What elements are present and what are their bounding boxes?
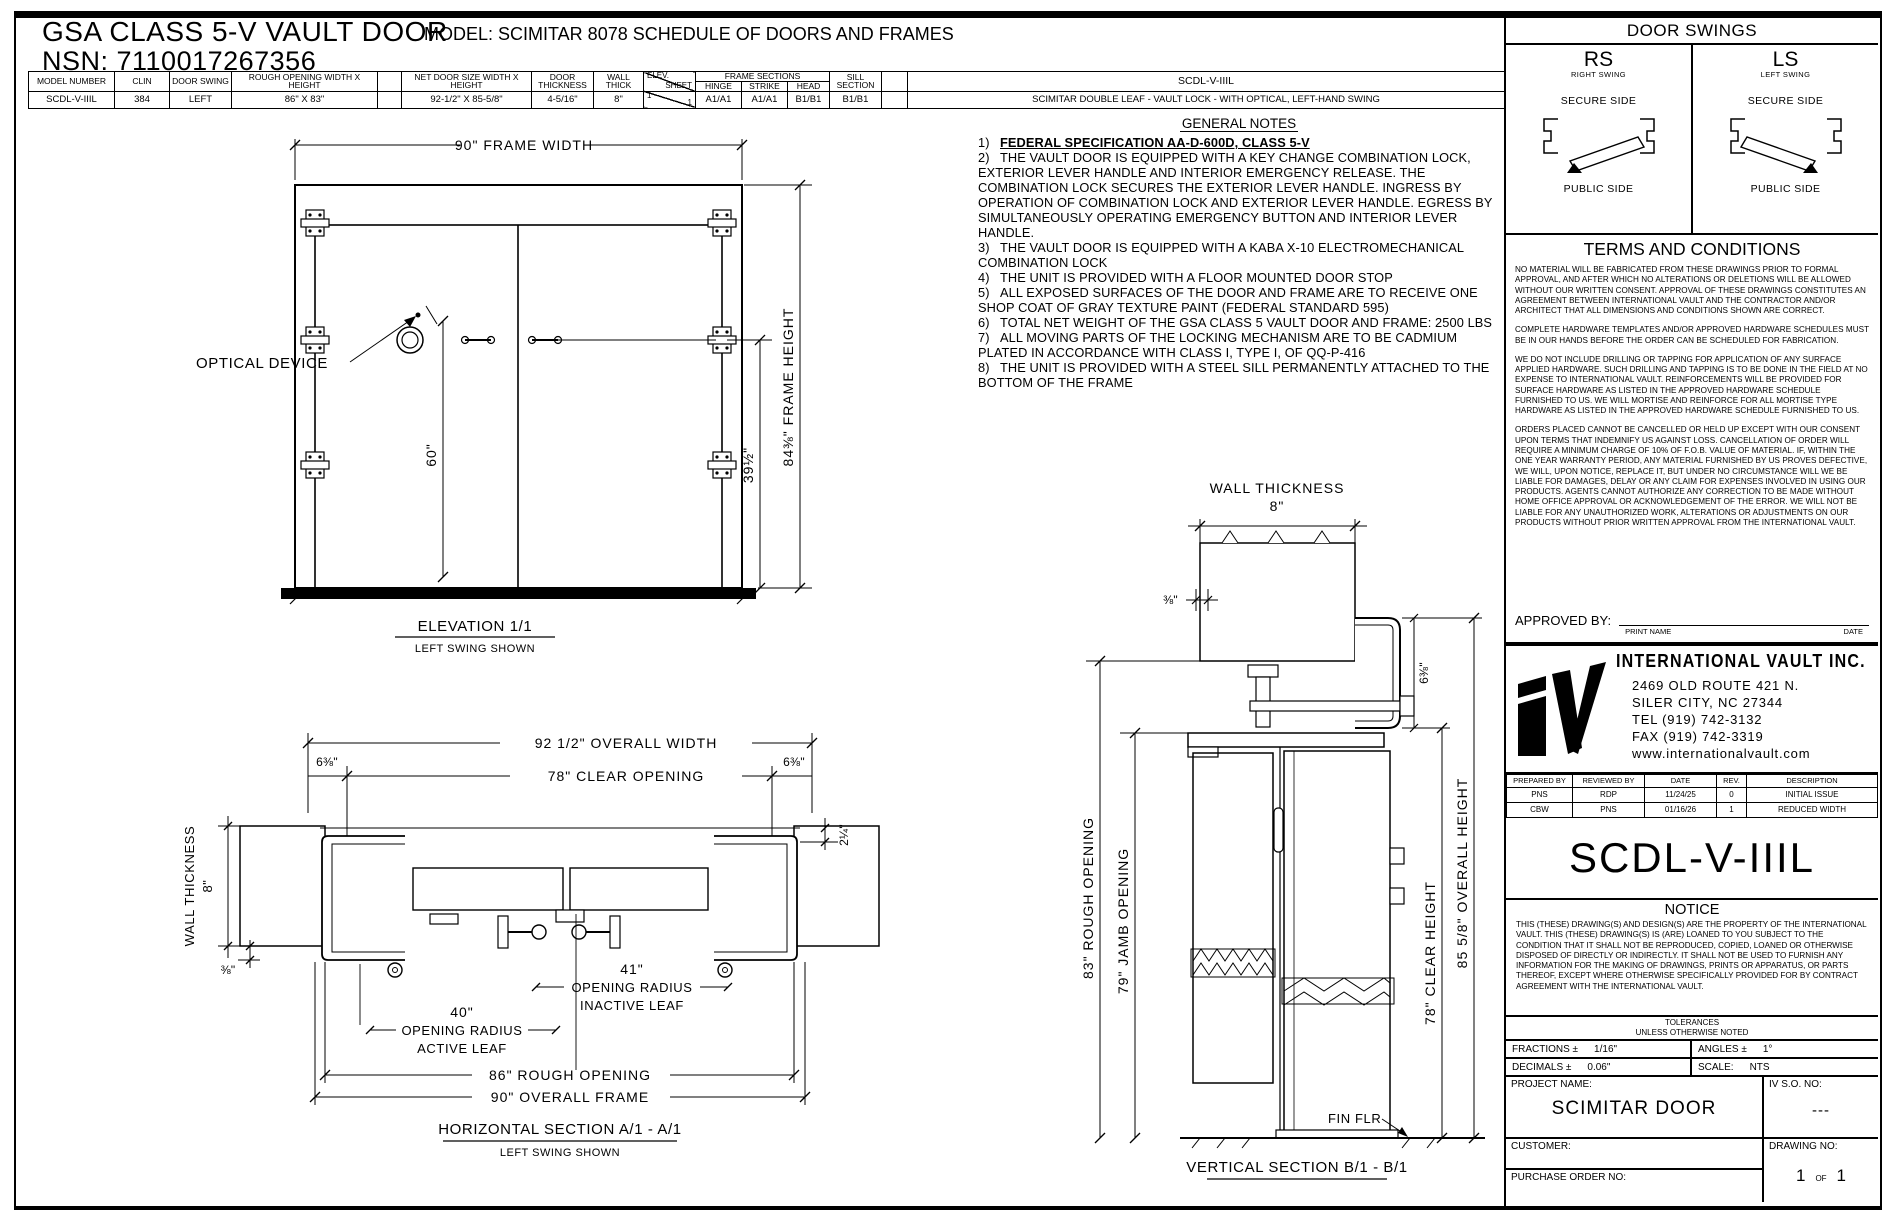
col-spacer-1	[378, 72, 402, 92]
dim-jamb-opening: 79" JAMB OPENING	[1115, 847, 1131, 995]
sheet-number: 1	[1795, 1166, 1806, 1185]
purchase-order-cell: PURCHASE ORDER NO:	[1511, 1172, 1627, 1183]
revision-table	[1506, 774, 1878, 818]
rs-secure-side: SECURE SIDE	[1560, 95, 1637, 107]
cell-strike: A1/A1	[742, 91, 788, 108]
cell-rough-opening: 86" X 83"	[232, 91, 378, 108]
horizontal-section-drawing	[180, 718, 990, 1190]
optical-device-label: OPTICAL DEVICE	[196, 355, 329, 372]
print-name-label: PRINT NAME	[1625, 627, 1672, 636]
col-sill-section: SILL SECTION	[830, 72, 882, 92]
combination-dial	[397, 327, 423, 353]
dim-wall-thickness-label: WALL THICKNESS	[182, 825, 197, 947]
door-leaf-section	[1284, 751, 1390, 1138]
table-row	[29, 91, 1505, 108]
col-elev-sheet: ELEV. SHEET	[644, 72, 696, 92]
ls-public-side: PUBLIC SIDE	[1750, 183, 1821, 195]
dim-clear-height: 78" CLEAR HEIGHT	[1422, 881, 1438, 1025]
right-swing-icon	[1524, 109, 1674, 181]
rev-col-prepared: PREPARED BY	[1507, 775, 1573, 788]
dim-astragal: 2¼"	[837, 824, 851, 846]
customer-cell: CUSTOMER:	[1506, 1139, 1762, 1170]
project-name-value: SCIMITAR DOOR	[1551, 1098, 1717, 1119]
ls-label: LEFT SWING	[1760, 70, 1811, 79]
company-fax: FAX (919) 742-3319	[1632, 728, 1764, 744]
cell-door-swing: LEFT	[170, 91, 232, 108]
note-5: 5) ALL EXPOSED SURFACES OF THE DOOR AND FRAME ARE TO RECEIVE ONE SHOP COAT OF GRAY TEXTURE PAINT (FEDERAL STANDARD 595)	[978, 284, 1478, 315]
date-label: DATE	[1843, 627, 1863, 636]
company-address-2: SILER CITY, NC 27344	[1632, 694, 1783, 710]
company-name: INTERNATIONAL VAULT INC.	[1616, 652, 1866, 672]
col-head: HEAD	[788, 81, 830, 91]
note-2: 2) THE VAULT DOOR IS EQUIPPED WITH A KEY CHANGE COMBINATION LOCK, EXTERIOR LEVER HANDLE AND INTERIOR EMERGENCY RELEASE. THE COMBINATION LOCK SECURES THE EXTERIOR LEVER HANDLE. INGRESS BY OPERATION OF COMBINATION LOCK AND EXTERIOR LEVER HANDLE. EGRESS BY SIMULTANEOUSLY OPERATING EMERGENCY BUTTON AND INTERIOR LEVER HANDLE.	[978, 149, 1493, 240]
wall-section-upper	[1200, 543, 1355, 661]
terms-paragraph: ORDERS PLACED CANNOT BE CANCELLED OR HELD UP EXCEPT WITH OUR CONSENT UPON TERMS THAT INDEMNIFY US AGAINST LOSS. CANCELLATION OF ORDER WILL REQUIRE A MINIMUM CHARGE OF 10% OF F.O.B. VALUE OF MATERIAL. IF, WITHIN THE ONE YEAR WARRANTY PERIOD, ANY MATERIAL FURNISHED BY US PROVES DEFECTIVE, WE WILL, UPON NOTICE, REPLACE IT, BUT UNDER NO CIRCUMSTANCE WILL WE BE LIABLE FOR DAMAGES, DELAY OR ANY CLAIM FOR EXPENSES INVOLVED IN USING OUR PRODUCTS. AGENTS CANNOT AUTHORIZE ANY CORRECTION TO BE MADE WITHOUT HOME OFFICE APPROVAL OR ACKNOWLEDGEMENT OF THE ERROR. WE WILL NOT BE LIABLE FOR ANY UNAUTHORIZED WORK, ALTERATIONS OR ADJUSTMENTS ON OUR PRODUCTS WITHOUT PRIOR WRITTEN APPROVAL FROM THE INTERNATIONAL VAULT.	[1515, 425, 1868, 527]
so-number-cell: IV S.O. NO: ---	[1764, 1077, 1878, 1139]
terms-title: TERMS AND CONDITIONS	[1583, 239, 1801, 259]
terms-paragraph: WE DO NOT INCLUDE DRILLING OR TAPPING FOR APPLICATION OF ANY SURFACE APPLIED HARDWARE. SUCH DRILLING AND TAPPING IS TO BE DONE IN THE FIELD AT NO EXPENSE TO INTERNATIONAL VAULT. REINFORCEMENTS WILL BE PROVIDED FOR SURFACE HARDWARE AS LISTED IN THE APPROVED HARDWARE SCHEDULE FURNISHED TO US. WE WILL MORTISE AND REINFORCE FOR ALL MORTISE TYPE HARDWARE AS LISTED IN THE APPROVED HARDWARE SCHEDULE FURNISHED TO US.	[1515, 354, 1868, 416]
cell-clin: 384	[115, 91, 170, 108]
approved-by-label: APPROVED BY:	[1515, 613, 1612, 628]
vertical-section-drawing	[950, 393, 1510, 1185]
svg-text:OPENING RADIUS: OPENING RADIUS	[571, 980, 693, 995]
dim-flange: ⅜"	[1163, 593, 1178, 607]
vertical-section-title: VERTICAL SECTION B/1 - B/1	[1186, 1159, 1408, 1176]
company-block	[1506, 644, 1878, 774]
col-door-thickness: DOOR THICKNESS	[532, 72, 594, 92]
dim-39-half: 39½"	[740, 446, 756, 484]
door-schedule-table	[28, 71, 1505, 109]
dim-r40: 40"	[450, 1004, 474, 1020]
wall-section-left	[240, 826, 325, 946]
terms-and-conditions	[1506, 235, 1878, 644]
dim-clear-opening: 78" CLEAR OPENING	[547, 768, 705, 784]
horizontal-section-subtitle: LEFT SWING SHOWN	[499, 1147, 621, 1159]
notice-title: NOTICE	[1664, 902, 1720, 918]
cell-door-thickness: 4-5/16"	[532, 91, 594, 108]
door-leaf-active-section	[413, 868, 563, 910]
general-notes-title: GENERAL NOTES	[1181, 116, 1297, 131]
tolerance-row-fractions: F​RACTIONS ± 1/16" ANGLES ± 1°	[1506, 1039, 1878, 1057]
company-logo-icon	[1512, 652, 1608, 760]
project-name-cell: PROJECT NAME: SCIMITAR DOOR	[1506, 1077, 1762, 1139]
note-3: 3) THE VAULT DOOR IS EQUIPPED WITH A KABA X-10 ELECTROMECHANICAL COMBINATION LOCK	[978, 239, 1464, 270]
note-4: 4) THE UNIT IS PROVIDED WITH A FLOOR MOUNTED DOOR STOP	[978, 269, 1393, 285]
col-wall-thick: WALL THICK	[594, 72, 644, 92]
col-description: SCDL-V-IIIL	[908, 72, 1505, 92]
col-frame-sections: FRAME SECTIONS	[696, 72, 830, 82]
rev-col-date: DATE	[1645, 775, 1717, 788]
horizontal-section-title: HORIZONTAL SECTION A/1 - A/1	[438, 1121, 682, 1138]
page-title: GSA CLASS 5-V VAULT DOOR	[42, 16, 448, 47]
cell-head: B1/B1	[788, 91, 830, 108]
notice-block	[1506, 900, 1878, 1017]
so-number-value: ---	[1812, 1102, 1830, 1119]
company-address-1: 2469 OLD ROUTE 421 N.	[1632, 678, 1800, 693]
rs-public-side: PUBLIC SIDE	[1563, 183, 1634, 195]
fin-flr-label: FIN FLR	[1328, 1111, 1382, 1126]
rev-col-rev: REV.	[1717, 775, 1747, 788]
revision-row: CBW PNS 01/16/26 1 REDUCED WIDTH	[1507, 803, 1878, 818]
col-clin: CLIN	[115, 72, 170, 92]
elevation-subtitle: LEFT SWING SHOWN	[414, 643, 536, 655]
cell-wall-thick: 8"	[594, 91, 644, 108]
dim-jamb-right: 6⅜"	[783, 755, 805, 769]
ls-secure-side: SECURE SIDE	[1747, 95, 1824, 107]
col-rough-opening: ROUGH OPENING WIDTH X HEIGHT	[232, 72, 378, 92]
col-door-swing: DOOR SWING	[170, 72, 232, 92]
dim-overall-width: 92 1/2" OVERALL WIDTH	[534, 735, 718, 751]
col-spacer-2	[882, 72, 908, 92]
cell-elev-sheet: 1 1	[644, 91, 696, 108]
rev-col-description: DESCRIPTION	[1747, 775, 1878, 788]
dim-r41: 41"	[620, 961, 644, 977]
approved-by-row	[1515, 613, 1869, 636]
left-swing-icon	[1711, 109, 1861, 181]
rs-label: RIGHT SWING	[1570, 70, 1627, 79]
cell-net-door-size: 92-1/2" X 85-5/8"	[402, 91, 532, 108]
cell-sill-section: B1/B1	[830, 91, 882, 108]
cell-model-number: SCDL-V-IIIL	[29, 91, 115, 108]
terms-paragraph: COMPLETE HARDWARE TEMPLATES AND/OR APPROVED HARDWARE SCHEDULES MUST BE IN OUR HANDS BEFORE THE ORDER CAN BE SCHEDULED FOR FABRICATION.	[1515, 325, 1869, 345]
tolerance-row-decimals: DECIMALS ± 0.06" SCALE: NTS	[1506, 1057, 1878, 1075]
svg-text:ACTIVE LEAF: ACTIVE LEAF	[417, 1041, 507, 1056]
dim-jamb-left: 6⅜"	[316, 755, 338, 769]
door-swings-title: DOOR SWINGS	[1506, 18, 1878, 45]
ls-code: LS	[1772, 48, 1799, 71]
note-6: 6) TOTAL NET WEIGHT OF THE GSA CLASS 5 VAULT DOOR AND FRAME: 2500 LBS	[978, 314, 1493, 330]
company-website: www.internationalvault.com	[1632, 745, 1811, 761]
general-notes	[978, 116, 1500, 390]
note-1: 1) FEDERAL SPECIFICATION AA-D-600D, CLASS 5-V	[978, 135, 1310, 150]
notice-body: THIS (THESE) DRAWING(S) AND DESIGN(S) ARE THE PROPERTY OF THE INTERNATIONAL VAULT. THIS (THESE) DRAWING(S) IS (ARE) LOANED TO YOU SUBJECT TO THE CONDITION THAT IT SHALL NOT BE REPRODUCED, COPIED, LOANED OR OTHERWISE DISPOSED OF DIRECTLY OR INDIRECTLY. IT SHALL NOT BE USED TO FURNISH ANY INFORMATION FOR THE MAKING OF DRAWINGS, PRINTS OR APPARATUS, OR PARTS THEREOF, EXCEPT WHERE OTHERWISE SPECIFICALLY PROVIDED FOR BY CONTRACT AGREEMENT WITH THE INTERNATIONAL VAULT.	[1516, 920, 1867, 991]
left-swing-diagram	[1691, 45, 1878, 233]
dim-60: 60"	[423, 443, 439, 467]
dim-head: 6⅜"	[1417, 662, 1431, 684]
model-line: MODEL: SCIMITAR 8078 SCHEDULE OF DOORS AND FRAMES	[424, 24, 954, 44]
right-swing-diagram	[1506, 45, 1691, 233]
tolerances-header: TOLERANCES UNLESS OTHERWISE NOTED	[1635, 1018, 1749, 1038]
col-net-door-size: NET DOOR SIZE WIDTH X HEIGHT	[402, 72, 532, 92]
dim-overall-height: 85 5/8" OVERALL HEIGHT	[1454, 777, 1470, 969]
terms-paragraph: NO MATERIAL WILL BE FABRICATED FROM THESE DRAWINGS PRIOR TO FORMAL APPROVAL, AND AFTER WHICH NO ALTERATIONS OR DELETIONS WILL BE ALLOWED WITHOUT OUR WRITTEN CONSENT. APPROVAL OF THESE DRAWINGS CONSTITUTES AN AGREEMENT BETWEEN INTERNATIONAL VAULT AND THE CONTRACTOR AND/OR ARCHITECT THAT ALL DIMENSIONS AND CONDITIONS SHOWN ARE CORRECT.	[1515, 265, 1866, 316]
dim-rough-opening: 83" ROUGH OPENING	[1080, 817, 1096, 979]
title-block-panel	[1504, 18, 1878, 1206]
nsn-number: NSN: 7110017267356	[42, 46, 317, 76]
dim-wall-thickness-label: WALL THICKNESS	[1209, 480, 1345, 496]
cell-description: SCIMITAR DOUBLE LEAF - VAULT LOCK - WITH OPTICAL, LEFT-HAND SWING	[908, 91, 1505, 108]
project-info-grid	[1506, 1075, 1878, 1202]
revision-row: PNS RDP 11/24/25 0 INITIAL ISSUE	[1507, 788, 1878, 803]
optical-device-mark	[416, 313, 421, 318]
model-number-large: SCDL-V-IIIL	[1506, 818, 1878, 900]
drawing-number-cell: DRAWING NO: 1 OF 1	[1769, 1141, 1847, 1185]
rs-code: RS	[1583, 48, 1614, 71]
dim-frame-height: 84⅜" FRAME HEIGHT	[780, 307, 796, 467]
cell-hinge: A1/A1	[696, 91, 742, 108]
dim-wall-thickness-value: 8"	[1269, 498, 1285, 514]
rev-col-reviewed: REVIEWED BY	[1573, 775, 1645, 788]
note-7: 7) ALL MOVING PARTS OF THE LOCKING MECHANISM ARE TO BE CADMIUM PLATED IN ACCORDANCE WITH CLASS I, TYPE I, OF QQ-P-416	[978, 329, 1458, 360]
svg-text:INACTIVE LEAF: INACTIVE LEAF	[580, 998, 684, 1013]
col-hinge: HINGE	[696, 81, 742, 91]
svg-text:OPENING RADIUS: OPENING RADIUS	[401, 1023, 523, 1038]
elevation-drawing	[160, 125, 900, 670]
door-swings-diagrams	[1506, 45, 1878, 235]
dim-rough-opening: 86" ROUGH OPENING	[489, 1067, 651, 1083]
company-tel: TEL (919) 742-3132	[1632, 711, 1763, 727]
col-strike: STRIKE	[742, 81, 788, 91]
elevation-title: ELEVATION 1/1	[417, 618, 533, 635]
sheet-total: 1	[1836, 1166, 1847, 1185]
wall-section-lower	[1193, 753, 1273, 1083]
col-model-number: MODEL NUMBER	[29, 72, 115, 92]
door-leaf-inactive-section	[570, 868, 708, 910]
note-8: 8) THE UNIT IS PROVIDED WITH A STEEL SILL PERMANENTLY ATTACHED TO THE BOTTOM OF THE FRAME	[978, 359, 1490, 390]
dim-frame-width: 90" FRAME WIDTH	[454, 137, 594, 153]
dim-sill-proj: ⅜"	[220, 963, 236, 977]
dim-wall-thickness-value: 8"	[200, 879, 215, 893]
dim-overall-frame: 90" OVERALL FRAME	[490, 1089, 650, 1105]
